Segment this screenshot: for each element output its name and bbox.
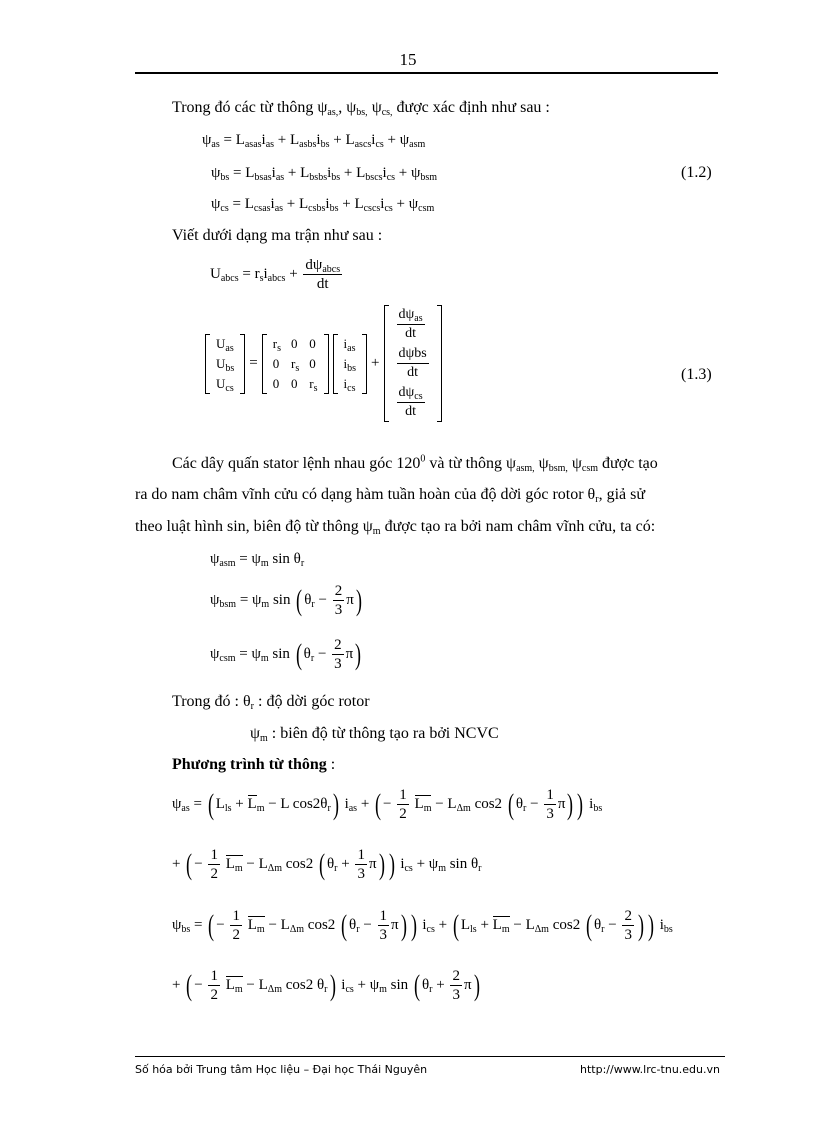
where-psi-m: $\psi_m$ : biên độ từ thông tạo ra bởi NCVC [250, 725, 499, 744]
equation-psi-asm: $\psi_{asm} = \psi_m$ $\sin \theta_r$ [210, 551, 305, 569]
equation-psi-csm: $\psi_{csm} = \psi_m$ sin ( $\theta_r$ − $\frac{2}{3}$ π) [210, 637, 362, 672]
paragraph-line-1: Các dây quấn stator lệnh nhau góc $120^0$ và từ thông $\psi_{asm,}$ $\psi_{bsm,}$ $\psi_{csm}$ được tạo [172, 453, 658, 474]
footer-url[interactable]: http://www.lrc-tnu.edu.vn [580, 1063, 720, 1076]
equation-label-1-2: (1.2) [681, 164, 712, 181]
flux-derivative-vector: $\frac{d\psi_{as}}{dt}$ $\frac{\text{dψbs}}{dt}$ $\frac{d\psi_{cs}}{dt}$ [384, 305, 442, 422]
intro-text: Trong đó các từ thông $\psi_{as,}$, $\psi_{bs,}$ $\psi_{cs,}$ được xác định như sau : [172, 99, 550, 118]
equation-psi-bs: $\psi_{bs} = L_{bsas}i_{as} + L_{bsbs}i_{bs} + L_{bscs}i_{cs} + \psi_{bsm}$ [211, 165, 438, 183]
paragraph-line-2: ra do nam châm vĩnh cửu có dạng hàm tuần hoàn của độ dời góc rotor $\theta_r$, giả sử [135, 486, 646, 505]
equation-label-1-3: (1.3) [681, 366, 712, 383]
matrix-intro: Viết dưới dạng ma trận như sau : [172, 227, 383, 244]
where-theta: Trong đó : $\theta_r$ : độ dời góc rotor [172, 693, 370, 712]
header-rule [135, 72, 718, 74]
section-heading: Phương trình từ thông : [172, 756, 336, 773]
equation-psi-as: $\psi_{as} = L_{asas}i_{as} + L_{asbs}i_{bs} + L_{ascs}i_{cs} + \psi_{asm}$ [202, 132, 426, 150]
equation-psi-cs: $\psi_{cs} = L_{csas}i_{as} + L_{csbs}i_{bs} + L_{cscs}i_{cs} + \psi_{csm}$ [211, 196, 435, 214]
equation-psi-bsm: $\psi_{bsm} = \psi_m$ sin ( $\theta_r$ − $\frac{2}{3}$ π) [210, 583, 362, 618]
page-number: 15 [399, 50, 417, 69]
u-vector: $U_{as}$ $U_{bs}$ $U_{cs}$ [205, 334, 245, 394]
paragraph-line-3: theo luật hình sin, biên độ từ thông $\psi_m$ được tạo ra bởi nam châm vĩnh cửu, ta có: [135, 518, 656, 537]
flux-equation-bs-line-2: + ( − $\frac{1}{2}$ $L_m - L_{\Delta m}$ cos2 $\theta_r$) $i_{cs} + \psi_m$ sin ( $\theta_r$ + $\frac{2}{3}$ π) [172, 968, 480, 1003]
flux-equation-bs-line-1: $\psi_{bs}$ = ( − $\frac{1}{2}$ $L_m - L_{\Delta m}$ cos2 ( $\theta_r$ − $\frac{1}{3}$ π) ) $i_{cs}$ + ( $L_{ls} + L_m - L_{\Delta m}$ cos2 ( $\theta_r$ − $\frac{2}{3}$ ) ) $i_{bs}$ [172, 908, 673, 943]
i-vector: $i_{as}$ $i_{bs}$ $i_{cs}$ [333, 334, 368, 394]
footer-rule [135, 1056, 725, 1057]
matrix-equation: $U_{as}$ $U_{bs}$ $U_{cs}$ = $r_s$ 0 0 0 $r_s$ 0 0 0 $r_s$ $i_{as}$ $i_{bs}$ $i_{cs}$ + $\frac{d\psi_{as}}{dt}$ $\frac{\text{dψbs}}{dt}$ $\frac{d\psi_{cs}}{dt}$ [205, 305, 442, 422]
equation-u-abcs: $U_{abcs} = r_si_{abcs}$ + $\frac{d\psi_{abcs}}{dt}$ [210, 257, 341, 292]
flux-equation-as-line-2: + ( − $\frac{1}{2}$ $L_m - L_{\Delta m}$ cos2 ( $\theta_r$ + $\frac{1}{3}$ π) ) $i_{cs} + \psi_m$ $\sin \theta_r$ [172, 847, 482, 882]
flux-equation-as-line-1: $\psi_{as}$ = ( $L_{ls} + L_m - L$ $\cos 2\theta_r$) $i_{as}$ + ( − $\frac{1}{2}$ $L_m - L_{\Delta m}$ cos2 ( $\theta_r$ − $\frac{1}{3}$ π) ) $i_{bs}$ [172, 787, 603, 822]
footer-left: Số hóa bởi Trung tâm Học liệu – Đại học Thái Nguyên [135, 1063, 428, 1076]
resistance-matrix: $r_s$ 0 0 0 $r_s$ 0 0 0 $r_s$ [262, 334, 329, 394]
